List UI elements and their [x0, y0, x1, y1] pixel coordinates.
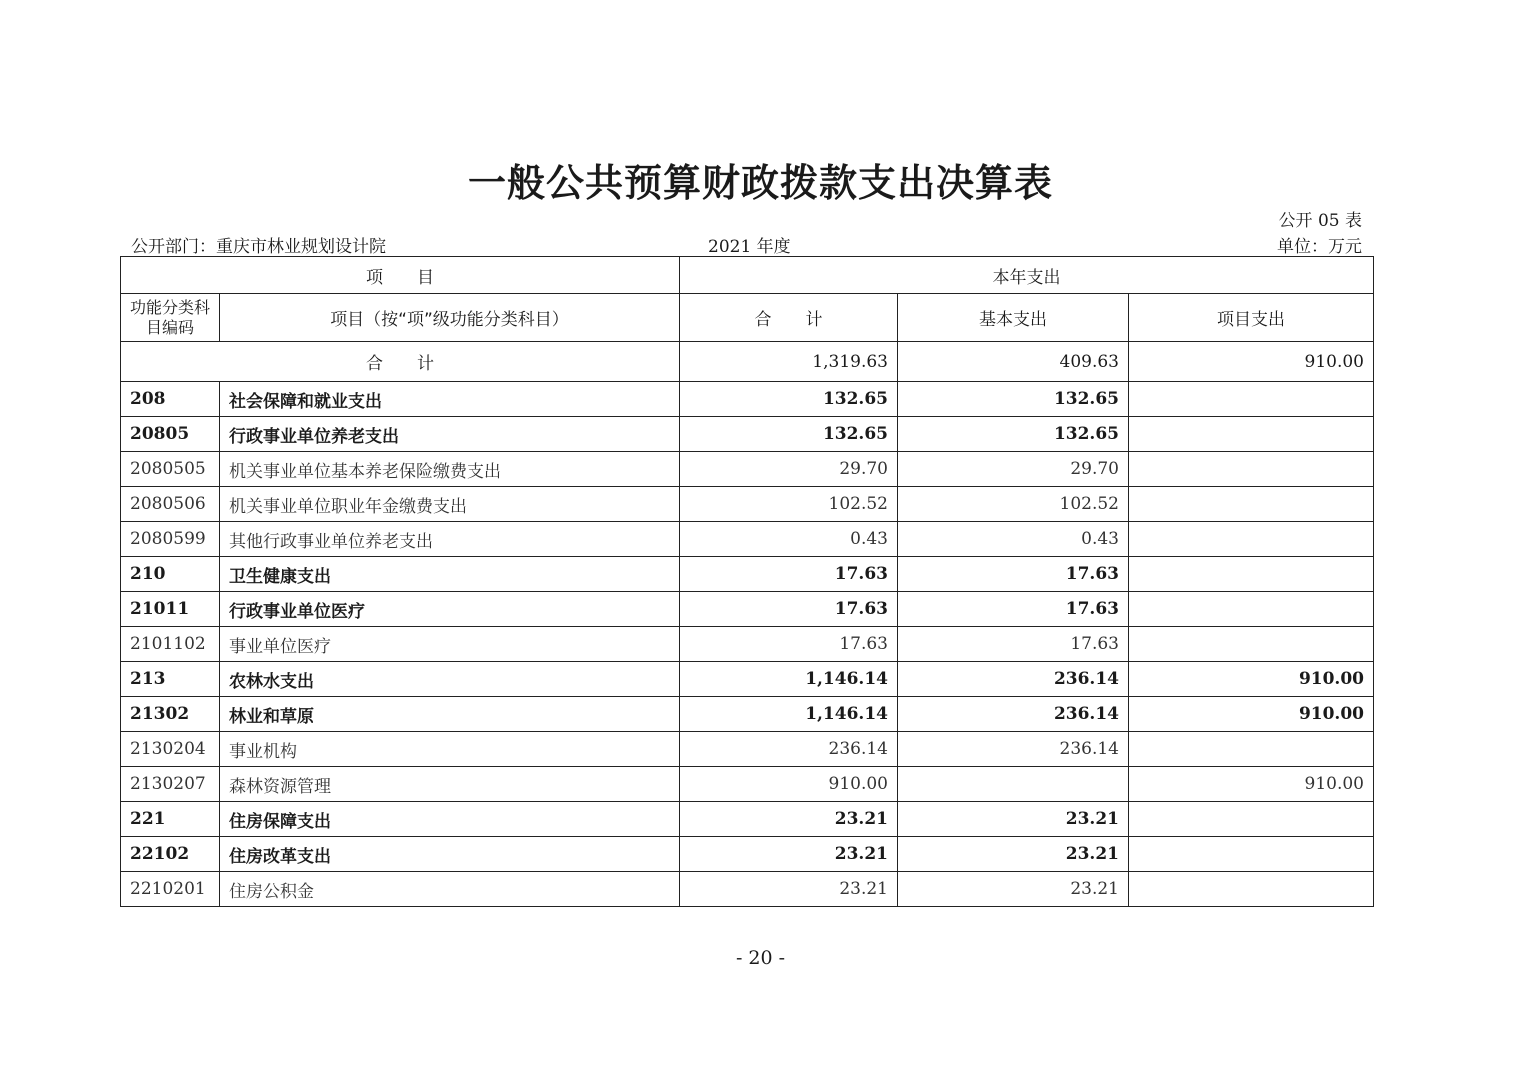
row-basic: 132.65: [898, 382, 1129, 417]
row-basic: 132.65: [898, 417, 1129, 452]
row-basic: 23.21: [898, 837, 1129, 872]
row-total: 0.43: [680, 522, 898, 557]
row-basic: 17.63: [898, 627, 1129, 662]
row-basic: 29.70: [898, 452, 1129, 487]
row-total: 236.14: [680, 732, 898, 767]
header-basic: 基本支出: [898, 294, 1129, 342]
row-total: 23.21: [680, 872, 898, 907]
row-basic: 236.14: [898, 697, 1129, 732]
row-name: 住房改革支出: [220, 837, 680, 872]
row-code: 21011: [121, 592, 220, 627]
unit-label: 单位：万元: [1277, 237, 1362, 257]
row-project: 910.00: [1129, 767, 1374, 802]
total-row: [121, 342, 1374, 382]
row-project: [1129, 417, 1374, 452]
table-row: [121, 382, 1374, 417]
row-code: 2210201: [121, 872, 220, 907]
table-row: [121, 767, 1374, 802]
row-project: [1129, 627, 1374, 662]
row-name: 机关事业单位基本养老保险缴费支出: [220, 452, 680, 487]
row-project: [1129, 557, 1374, 592]
row-project: [1129, 732, 1374, 767]
row-project: [1129, 592, 1374, 627]
table-row: [121, 522, 1374, 557]
table-row: [121, 557, 1374, 592]
row-total: 1,146.14: [680, 662, 898, 697]
header-row-1: [121, 257, 1374, 294]
row-code: 21302: [121, 697, 220, 732]
table-row: [121, 592, 1374, 627]
table-row: [121, 732, 1374, 767]
total-basic: 409.63: [898, 342, 1129, 382]
row-project: [1129, 382, 1374, 417]
row-name: 行政事业单位养老支出: [220, 417, 680, 452]
table-row: [121, 802, 1374, 837]
page-title: 一般公共预算财政拨款支出决算表: [467, 161, 1053, 205]
row-total: 132.65: [680, 417, 898, 452]
row-project: 910.00: [1129, 662, 1374, 697]
row-code: 20805: [121, 417, 220, 452]
row-basic: 17.63: [898, 592, 1129, 627]
row-code: 221: [121, 802, 220, 837]
total-label: 合 计: [121, 342, 680, 382]
row-total: 17.63: [680, 557, 898, 592]
row-total: 29.70: [680, 452, 898, 487]
row-name: 行政事业单位医疗: [220, 592, 680, 627]
row-total: 132.65: [680, 382, 898, 417]
row-code: 213: [121, 662, 220, 697]
header-project: 项 目: [121, 257, 680, 294]
table-row: [121, 627, 1374, 662]
row-project: [1129, 837, 1374, 872]
row-name: 住房保障支出: [220, 802, 680, 837]
row-total: 23.21: [680, 837, 898, 872]
total-project: 910.00: [1129, 342, 1374, 382]
total-amount: 1,319.63: [680, 342, 898, 382]
row-name: 住房公积金: [220, 872, 680, 907]
row-basic: 236.14: [898, 662, 1129, 697]
expenditure-table: [120, 256, 1374, 907]
page-number: - 20 -: [735, 947, 786, 969]
row-total: 1,146.14: [680, 697, 898, 732]
row-project: [1129, 522, 1374, 557]
row-name: 事业机构: [220, 732, 680, 767]
row-total: 17.63: [680, 627, 898, 662]
header-project-expenditure: 项目支出: [1129, 294, 1374, 342]
row-total: 23.21: [680, 802, 898, 837]
row-name: 林业和草原: [220, 697, 680, 732]
table-row: [121, 697, 1374, 732]
row-project: [1129, 802, 1374, 837]
table-row: [121, 662, 1374, 697]
header-total: 合 计: [680, 294, 898, 342]
row-project: [1129, 452, 1374, 487]
header-row-2: [121, 294, 1374, 342]
row-basic: 23.21: [898, 872, 1129, 907]
row-code: 2130207: [121, 767, 220, 802]
row-basic: 102.52: [898, 487, 1129, 522]
header-code: 功能分类科目编码: [121, 294, 220, 342]
row-basic: 17.63: [898, 557, 1129, 592]
row-name: 农林水支出: [220, 662, 680, 697]
row-total: 910.00: [680, 767, 898, 802]
row-code: 22102: [121, 837, 220, 872]
table-row: [121, 452, 1374, 487]
row-code: 210: [121, 557, 220, 592]
table-row: [121, 837, 1374, 872]
row-code: 208: [121, 382, 220, 417]
row-code: 2080599: [121, 522, 220, 557]
fiscal-year: 2021 年度: [708, 237, 791, 257]
row-code: 2130204: [121, 732, 220, 767]
header-name: 项目（按“项”级功能分类科目）: [220, 294, 680, 342]
row-basic: 23.21: [898, 802, 1129, 837]
row-code: 2080505: [121, 452, 220, 487]
row-name: 事业单位医疗: [220, 627, 680, 662]
row-code: 2080506: [121, 487, 220, 522]
row-total: 102.52: [680, 487, 898, 522]
row-name: 其他行政事业单位养老支出: [220, 522, 680, 557]
row-project: [1129, 487, 1374, 522]
row-project: 910.00: [1129, 697, 1374, 732]
form-number: 公开 05 表: [1278, 211, 1362, 231]
row-basic: 236.14: [898, 732, 1129, 767]
department-label: 公开部门：重庆市林业规划设计院: [131, 237, 386, 257]
row-code: 2101102: [121, 627, 220, 662]
table-row: [121, 872, 1374, 907]
row-name: 社会保障和就业支出: [220, 382, 680, 417]
row-name: 森林资源管理: [220, 767, 680, 802]
row-project: [1129, 872, 1374, 907]
table-row: [121, 417, 1374, 452]
row-basic: 0.43: [898, 522, 1129, 557]
row-name: 机关事业单位职业年金缴费支出: [220, 487, 680, 522]
row-basic: [898, 767, 1129, 802]
row-name: 卫生健康支出: [220, 557, 680, 592]
row-total: 17.63: [680, 592, 898, 627]
header-current-year: 本年支出: [680, 257, 1374, 294]
table-row: [121, 487, 1374, 522]
